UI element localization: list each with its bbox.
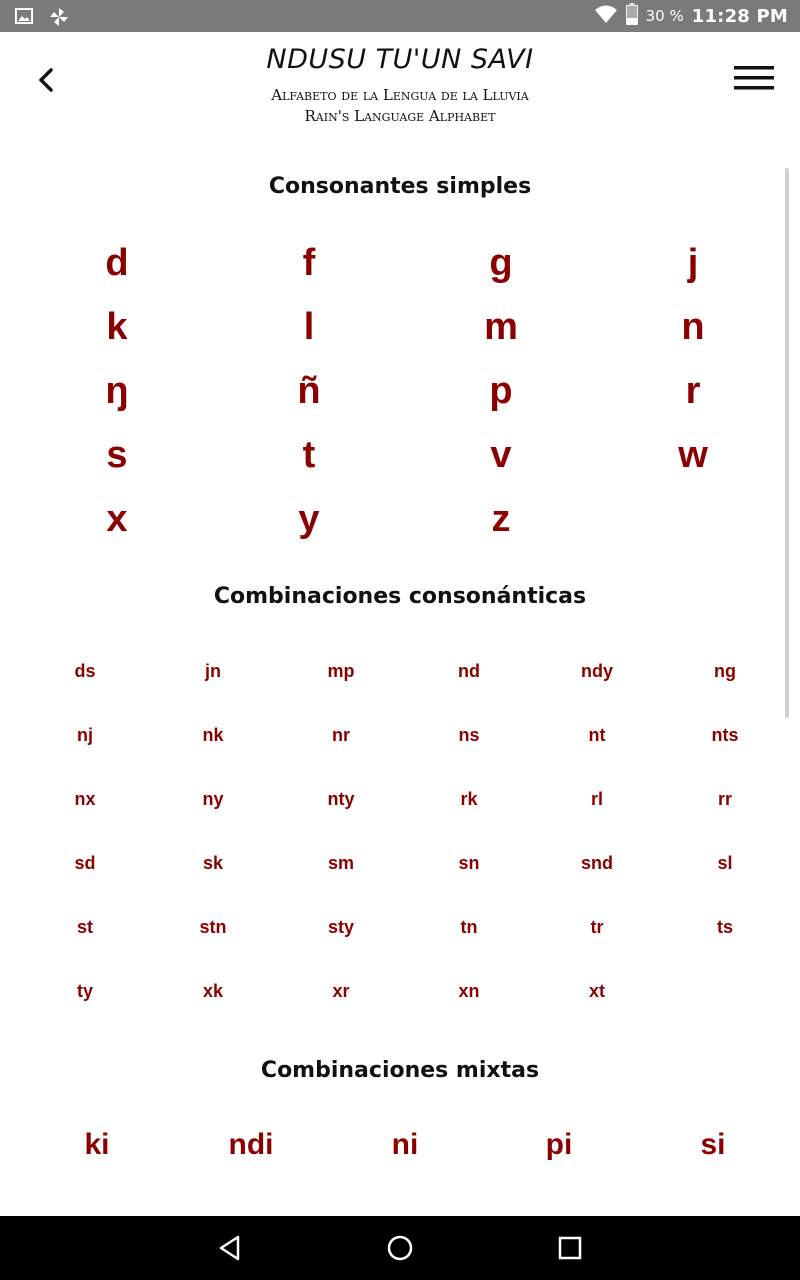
nav-back-button[interactable] (210, 1230, 250, 1266)
letter-combination[interactable]: nts (711, 725, 739, 745)
app-header (0, 32, 800, 140)
letter-combination[interactable]: rr (717, 789, 732, 809)
subtitle-spanish: Alfabeto de la Lengua de la Lluvia (271, 86, 529, 104)
section-title-simple: Consonantes simples (268, 174, 532, 199)
letter-combination[interactable]: nk (202, 725, 224, 745)
letter-simple[interactable]: k (106, 306, 128, 348)
letter-simple[interactable]: t (302, 434, 316, 476)
letter-combination[interactable]: st (76, 917, 93, 937)
section-title-combinations: Combinaciones consonánticas (213, 584, 587, 609)
letter-mixed[interactable]: ki (84, 1128, 110, 1161)
letter-combination[interactable]: rk (460, 789, 478, 809)
letter-simple[interactable]: v (490, 434, 512, 476)
letter-simple[interactable]: p (489, 370, 513, 412)
letter-simple[interactable]: d (105, 242, 129, 284)
letter-combination[interactable]: nd (458, 661, 480, 681)
letter-combination[interactable]: tn (460, 917, 478, 937)
letter-combination[interactable]: ndy (580, 661, 613, 681)
letter-combination[interactable]: snd (580, 853, 613, 873)
page-title: NDUSU TU'UN SAVI (266, 44, 534, 75)
section-title-mixed: Combinaciones mixtas (260, 1058, 540, 1083)
letter-simple[interactable]: z (491, 498, 511, 540)
letter-combination[interactable]: ny (202, 789, 224, 809)
pinwheel-icon (48, 6, 70, 33)
letter-mixed[interactable]: si (700, 1128, 726, 1161)
letter-simple[interactable]: r (685, 370, 701, 412)
letter-simple[interactable]: w (678, 434, 708, 476)
letter-combination[interactable]: xn (458, 981, 480, 1001)
letter-combination[interactable]: nj (77, 725, 93, 745)
letter-simple[interactable]: ñ (297, 370, 321, 412)
letter-combination[interactable]: sm (327, 853, 354, 873)
battery-icon (626, 3, 638, 30)
wifi-icon (594, 4, 618, 29)
letter-combination[interactable]: sk (202, 853, 224, 873)
circle-home-icon (386, 1234, 414, 1262)
letter-combination[interactable]: ds (74, 661, 96, 681)
letter-combination[interactable]: mp (327, 661, 355, 681)
letter-combination[interactable]: ns (458, 725, 480, 745)
letter-simple[interactable]: l (303, 306, 315, 348)
letter-mixed[interactable]: pi (545, 1128, 573, 1161)
hamburger-icon (734, 65, 774, 91)
letter-combination[interactable]: xt (588, 981, 605, 1001)
subtitle-english: Rain's Language Alphabet (304, 107, 496, 125)
letter-simple[interactable]: g (489, 242, 513, 284)
letter-combination[interactable]: ng (714, 661, 736, 681)
scrollbar[interactable] (785, 168, 789, 718)
letter-combination[interactable]: nt (588, 725, 606, 745)
letter-mixed[interactable]: ni (391, 1128, 419, 1161)
navigation-bar (0, 1216, 800, 1280)
letter-combination[interactable]: ty (76, 981, 93, 1001)
battery-percent: 30 % (645, 7, 684, 25)
letter-combination[interactable]: sn (458, 853, 480, 873)
letter-combination[interactable]: stn (199, 917, 227, 937)
letter-combination[interactable]: tr (590, 917, 604, 937)
letter-combination[interactable]: rl (590, 789, 603, 809)
letter-mixed[interactable]: ndi (228, 1128, 274, 1161)
letter-simple[interactable]: n (681, 306, 705, 348)
triangle-back-icon (218, 1235, 242, 1261)
status-bar (0, 0, 800, 32)
clock: 11:28 PM (691, 5, 788, 27)
menu-button[interactable] (732, 60, 776, 96)
letter-combination[interactable]: nty (327, 789, 355, 809)
letter-simple[interactable]: y (298, 498, 320, 540)
letter-combination[interactable]: sty (327, 917, 354, 937)
letter-combination[interactable]: xk (202, 981, 224, 1001)
letter-combination[interactable]: nx (74, 789, 96, 809)
letter-simple[interactable]: j (687, 242, 699, 284)
letter-simple[interactable]: x (106, 498, 128, 540)
letter-combination[interactable]: ts (716, 917, 733, 937)
nav-recents-button[interactable] (550, 1230, 590, 1266)
gallery-icon (14, 6, 34, 33)
content-area[interactable] (0, 140, 800, 1216)
letter-combination[interactable]: sd (74, 853, 96, 873)
letter-combination[interactable]: nr (332, 725, 350, 745)
letter-combination[interactable]: sl (717, 853, 733, 873)
letter-simple[interactable]: m (484, 306, 518, 348)
letter-combination[interactable]: xr (332, 981, 350, 1001)
square-recents-icon (558, 1236, 582, 1260)
letter-combination[interactable]: jn (205, 661, 221, 681)
nav-home-button[interactable] (380, 1230, 420, 1266)
letter-simple[interactable]: ŋ (105, 370, 129, 412)
letter-simple[interactable]: s (106, 434, 128, 476)
letter-simple[interactable]: f (302, 242, 316, 284)
